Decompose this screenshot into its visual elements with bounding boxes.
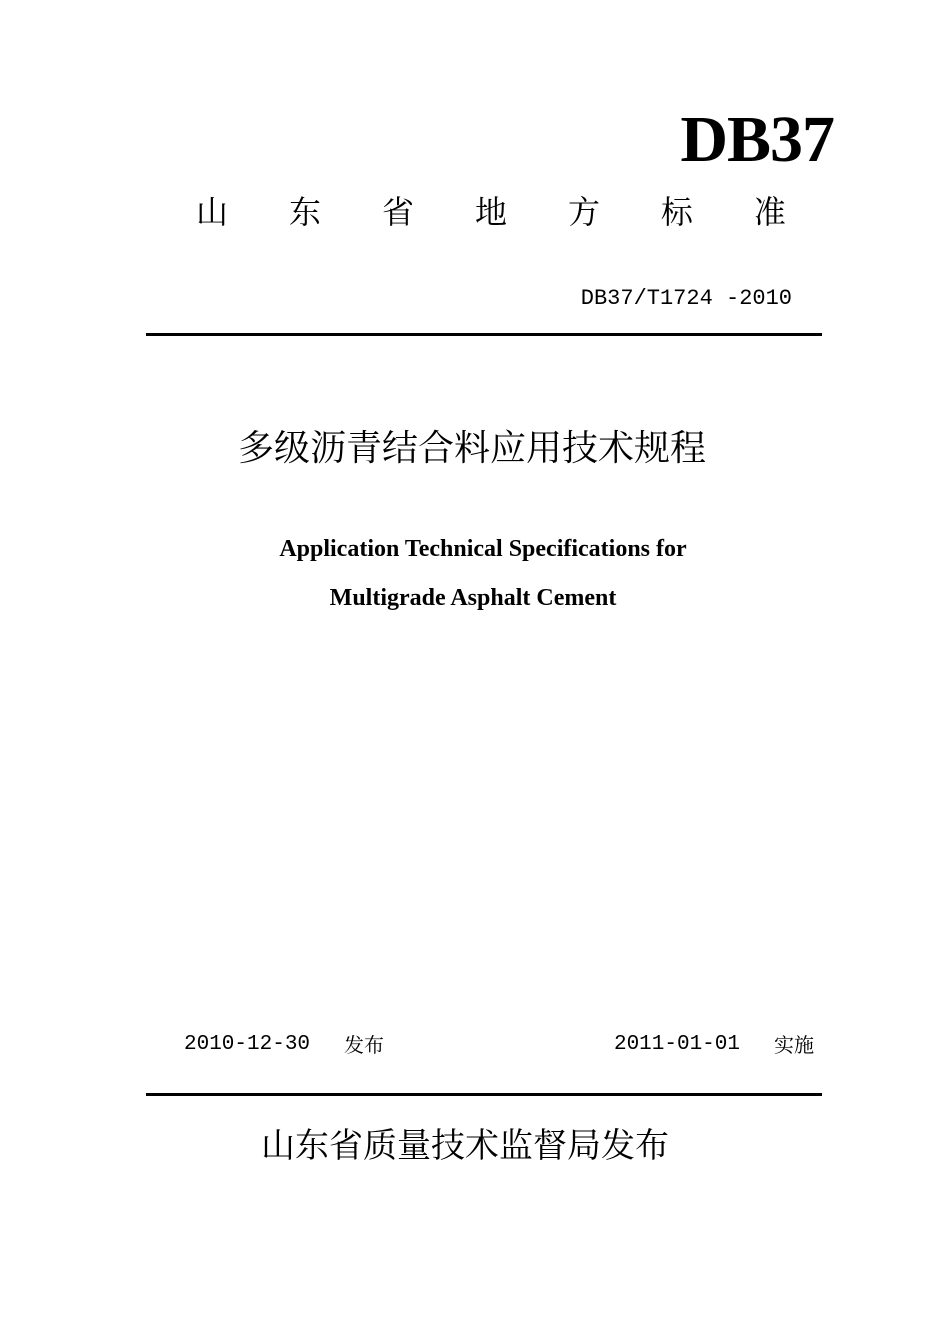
standard-code-large: DB37 <box>680 103 834 176</box>
document-title-english-line2: Multigrade Asphalt Cement <box>329 585 617 611</box>
standard-type-char: 山 <box>196 193 229 231</box>
document-title-chinese: 多级沥青结合料应用技术规程 <box>237 428 706 469</box>
standard-type-char: 省 <box>381 193 414 231</box>
standard-type-char: 方 <box>567 193 600 231</box>
standard-type-heading <box>196 190 786 234</box>
standard-type-char: 标 <box>660 193 693 231</box>
publish-date: 2010-12-30 <box>184 1033 311 1056</box>
standard-type-char: 东 <box>288 193 321 231</box>
effective-label: 实施 <box>774 1033 814 1057</box>
effective-date: 2011-01-01 <box>613 1033 740 1056</box>
issuing-authority: 山东省质量技术监督局发布 <box>261 1126 669 1166</box>
document-title-english-line1: Application Technical Specifications for <box>279 536 687 562</box>
standard-number: DB37/T1724 -2010 <box>580 286 792 311</box>
standard-type-char: 地 <box>474 193 507 231</box>
publish-label: 发布 <box>344 1033 385 1057</box>
top-divider <box>146 333 822 336</box>
bottom-divider <box>146 1093 822 1096</box>
standard-type-char: 准 <box>753 193 786 231</box>
effective-date-group <box>614 1030 814 1060</box>
publish-date-group <box>184 1030 384 1060</box>
